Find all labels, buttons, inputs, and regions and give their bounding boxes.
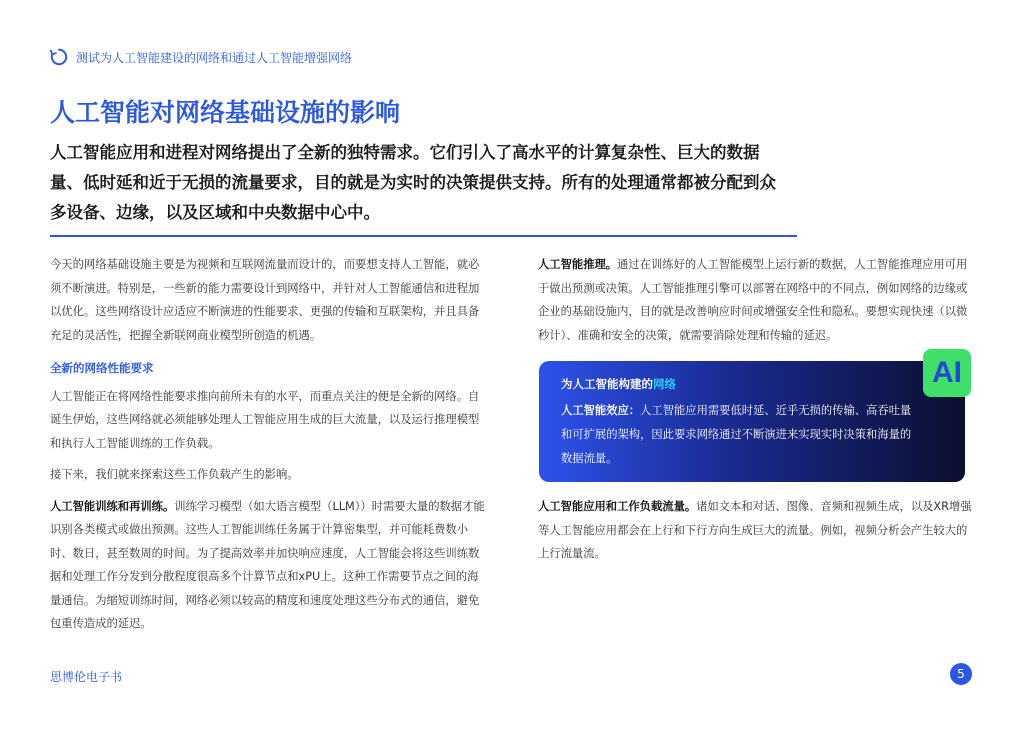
inference-heading: 人工智能推理。 <box>538 258 618 271</box>
callout-body <box>561 399 921 471</box>
callout-title-prefix: 为人工智能 <box>561 377 619 391</box>
callout-title-mid: 构建的 <box>618 377 653 391</box>
transition-paragraph: 接下来，我们就来探索这些工作负载产生的影响。 <box>50 468 299 481</box>
inference-paragraph <box>538 253 976 347</box>
page-number: 5 <box>950 663 972 685</box>
page-title: 人工智能对网络基础设施的影响 <box>50 98 401 127</box>
refresh-circle-icon <box>50 48 68 66</box>
performance-paragraph: 人工智能正在将网络性能要求推向前所未有的水平，而重点关注的便是全新的网络。自诞生伊始，这些网络就必须能够处理人工智能应用生成的巨大流量，以及运行推理模型和执行人工智能训练的工作负载。 <box>50 389 480 450</box>
header-text: 测试为人工智能建设的网络和通过人工智能增强网络 <box>76 50 353 65</box>
intro-paragraph: 今天的网络基础设施主要是为视频和互联网流量而设计的，而要想支持人工智能，就必须不断演进。特别是，一些新的能力需要设计到网络中，并针对人工智能通信和进程加以优化。这些网络设计应适应不断演进的性能要求、更强的传输和互联架构，并且具备充足的灵活性，把握全新联网商业模型所创造的机遇。 <box>50 258 480 342</box>
callout-title <box>561 376 676 392</box>
training-heading: 人工智能训练和再训练。 <box>50 499 175 513</box>
traffic-paragraph <box>538 495 976 566</box>
right-column-lower <box>538 495 976 566</box>
callout-body-text: 人工智能应用需要低时延、近乎无损的传输、高吞吐量和可扩展的架构，因此要求网络通过不断演进来实现实时决策和海量的数据流量。 <box>561 404 912 465</box>
section-divider <box>50 235 797 237</box>
callout-body-heading: 人工智能效应： <box>561 404 641 417</box>
traffic-heading: 人工智能应用和工作负载流量。 <box>538 500 697 513</box>
right-column <box>538 253 976 347</box>
callout-title-highlight: 网络 <box>653 377 676 391</box>
left-column <box>50 253 488 636</box>
training-paragraph <box>50 495 488 636</box>
traffic-text: 诸如文本和对话、图像、音频和视频生成，以及XR增强等人工智能应用都会在上行和下行方向生成巨大的流量。例如，视频分析会产生较大的上行流量流。 <box>538 500 972 560</box>
lead-paragraph: 人工智能应用和进程对网络提出了全新的独特需求。它们引入了高水平的计算复杂性、巨大的数据量、低时延和近于无损的流量要求，目的就是为实时的决策提供支持。所有的处理通常都被分配到众多设备、边缘，以及区域和中央数据中心中。 <box>50 143 776 222</box>
footer-text: 思博伦电子书 <box>50 670 123 684</box>
inference-text: 通过在训练好的人工智能模型上运行新的数据，人工智能推理应用可用于做出预测或决策。人工智能推理引擎可以部署在网络中的不同点，例如网络的边缘或企业的基础设施内，目的就是改善响应时间或增强安全性和隐私。要想实现快速（以微秒计）、准确和安全的决策，就需要消除处理和传输的延迟。 <box>538 258 968 342</box>
callout-box <box>539 361 965 482</box>
training-text: 训练学习模型（如大语言模型（LLM））时需要大量的数据才能识别各类模式或做出预测。这些人工智能训练任务属于计算密集型，并可能耗费数小时、数日，甚至数周的时间。为了提高效率并加快响应速度，人工智能会将这些训练数据和处理工作分发到分散程度很高多个计算节点和xPU上。这种工作需要节点之间的海量通信。为缩短训练时间，网络必须以较高的精度和速度处理这些分布式的通信，避免包重传造成的延迟。 <box>50 499 485 630</box>
ai-badge-icon: AI <box>923 349 971 397</box>
running-header <box>50 48 352 66</box>
section-subheading: 全新的网络性能要求 <box>50 361 154 375</box>
